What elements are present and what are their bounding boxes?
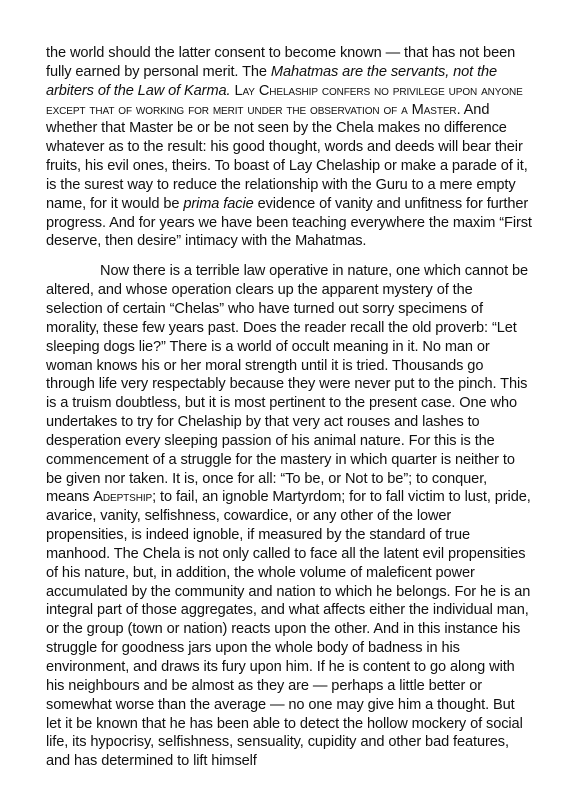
small-caps-run: Lay Chelaship confers no privilege upon anyone except that of working for merit under the observation of a Master — [46, 82, 523, 118]
paragraph-1 — [46, 44, 532, 251]
paragraph-2 — [46, 262, 532, 771]
italic-run: Mahatmas are the servants, not the arbiters of the Law of Karma. — [46, 63, 498, 99]
document-page — [46, 44, 532, 771]
text-run: . And whether that Master be or be not seen by the Chela makes no difference whatever as to the result: his good thought, words and deeds will bear their fruits, his evil ones, theirs. To boast of Lay Chelaship or make a parade of it, is the surest way to reduce the relationship with the Guru to a mere empty name, for it would be — [46, 101, 528, 212]
text-run: Now there is a terrible law operative in nature, one which cannot be altered, and whose operation clears up the apparent mystery of the selection of certain “Chelas” who have turned out sorry specimens of morality, these few years past. Does the reader recall the old proverb: “Let sleeping dogs lie?” There is a world of occult meaning in it. No man or woman knows his or her moral strength until it is tried. Thousands go through life very respectably because they were never put to the pinch. This is a truism doubtless, but it is most pertinent to the present case. One who undertakes to try for Chelaship by that very act rouses and lashes to desperation every sleeping passion of his animal nature. For this is the commencement of a struggle for the mastery in which quarter is neither to be given nor taken. It is, once for all: “To be, or Not to be”; to conquer, means — [46, 263, 529, 506]
text-run: ; to fail, an ignoble Martyrdom; for to fall victim to lust, pride, avarice, vanity, selfishness, cowardice, or any other of the lower propensities, is indeed ignoble, if measured by the standard of true manhood. The Chela is not only called to face all the latent evil propensities of his nature, but, in addition, the whole volume of maleficent power accumulated by the community and nation to which he belongs. For he is an integral part of those aggregates, and what affects either the individual man, or the group (town or nation) reacts upon the other. And in this instance his struggle for goodness jars upon the whole body of badness in his environment, and draws its fury upon him. If he is content to go along with his neighbours and be almost as they are — perhaps a little better or somewhat worse than the average — no one may give him a thought. But let it be known that he has been able to detect the hollow mockery of social life, its hypocrisy, selfishness, sensuality, cupidity and other bad features, and has determined to lift himself — [46, 489, 531, 770]
text-run: the world should the latter consent to become known — that has not been fully earned by personal merit. The — [46, 45, 516, 80]
italic-run: prima facie — [183, 195, 254, 212]
small-caps-run: Adeptship — [93, 489, 153, 506]
text-run: evidence of vanity and unfitness for further progress. And for years we have been teaching everywhere the maxim “First deserve, then desire” intimacy with the Mahatmas. — [46, 195, 532, 250]
